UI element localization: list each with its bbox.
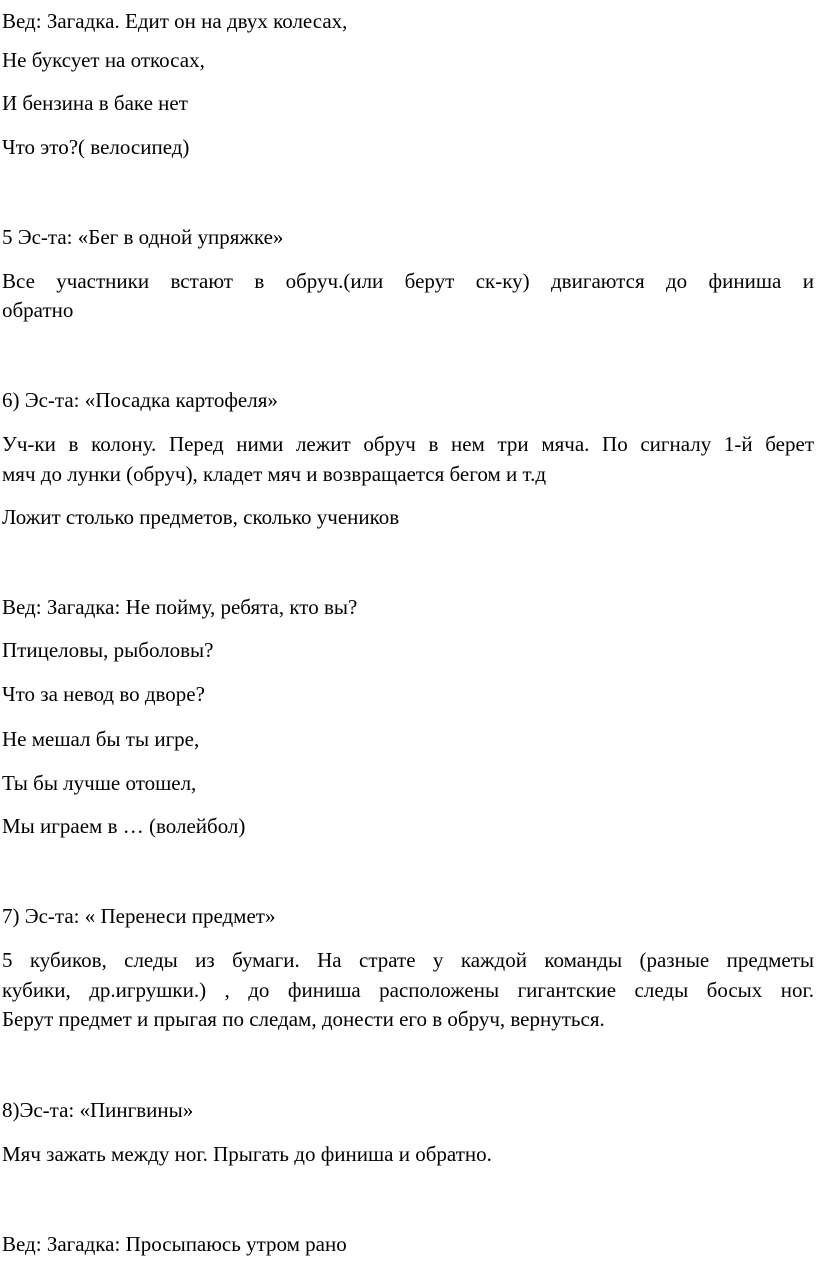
text-line: Вед: Загадка: Не пойму, ребята, кто вы? — [2, 595, 358, 619]
text-line: Не буксует на откосах, — [2, 48, 205, 72]
text-line: Ты бы лучше отошел, — [2, 771, 197, 795]
section-heading: 8)Эс-та: «Пингвины» — [2, 1098, 194, 1122]
text-line: Ложит столько предметов, сколько учеников — [2, 505, 400, 529]
section-heading: 7) Эс-та: « Перенеси предмет» — [2, 904, 276, 928]
text-line: Мы играем в … (волейбол) — [2, 814, 246, 838]
text-line: Вед: Загадка: Просыпаюсь утром рано — [2, 1232, 347, 1256]
text-line: Берут предмет и прыгая по следам, донести его в обруч, вернуться. — [2, 1007, 605, 1031]
section-heading: 5 Эс-та: «Бег в одной упряжке» — [2, 225, 284, 249]
text-line: кубики, др.игрушки.) , до финиша расположены гигантские следы босых ног. — [2, 978, 814, 1002]
text-line: Все участники встают в обруч.(или берут ск-ку) двигаются до финиша и — [2, 269, 814, 293]
text-line: Мяч зажать между ног. Прыгать до финиша и обратно. — [2, 1142, 492, 1166]
text-line: Птицеловы, рыболовы? — [2, 638, 214, 662]
text-line: Уч-ки в колону. Перед ними лежит обруч в нем три мяча. По сигналу 1-й берет — [2, 432, 814, 456]
text-line: Не мешал бы ты игре, — [2, 727, 200, 751]
text-line: И бензина в баке нет — [2, 91, 188, 115]
text-line: обратно — [2, 298, 74, 322]
text-line: Что это?( велосипед) — [2, 135, 190, 159]
text-line: Вед: Загадка. Едит он на двух колесах, — [2, 9, 348, 33]
text-line: 5 кубиков, следы из бумаги. На страте у каждой команды (разные предметы — [2, 948, 814, 972]
section-heading: 6) Эс-та: «Посадка картофеля» — [2, 388, 278, 412]
text-line: Что за невод во дворе? — [2, 682, 205, 706]
text-line: мяч до лунки (обруч), кладет мяч и возвращается бегом и т.д — [2, 462, 547, 486]
